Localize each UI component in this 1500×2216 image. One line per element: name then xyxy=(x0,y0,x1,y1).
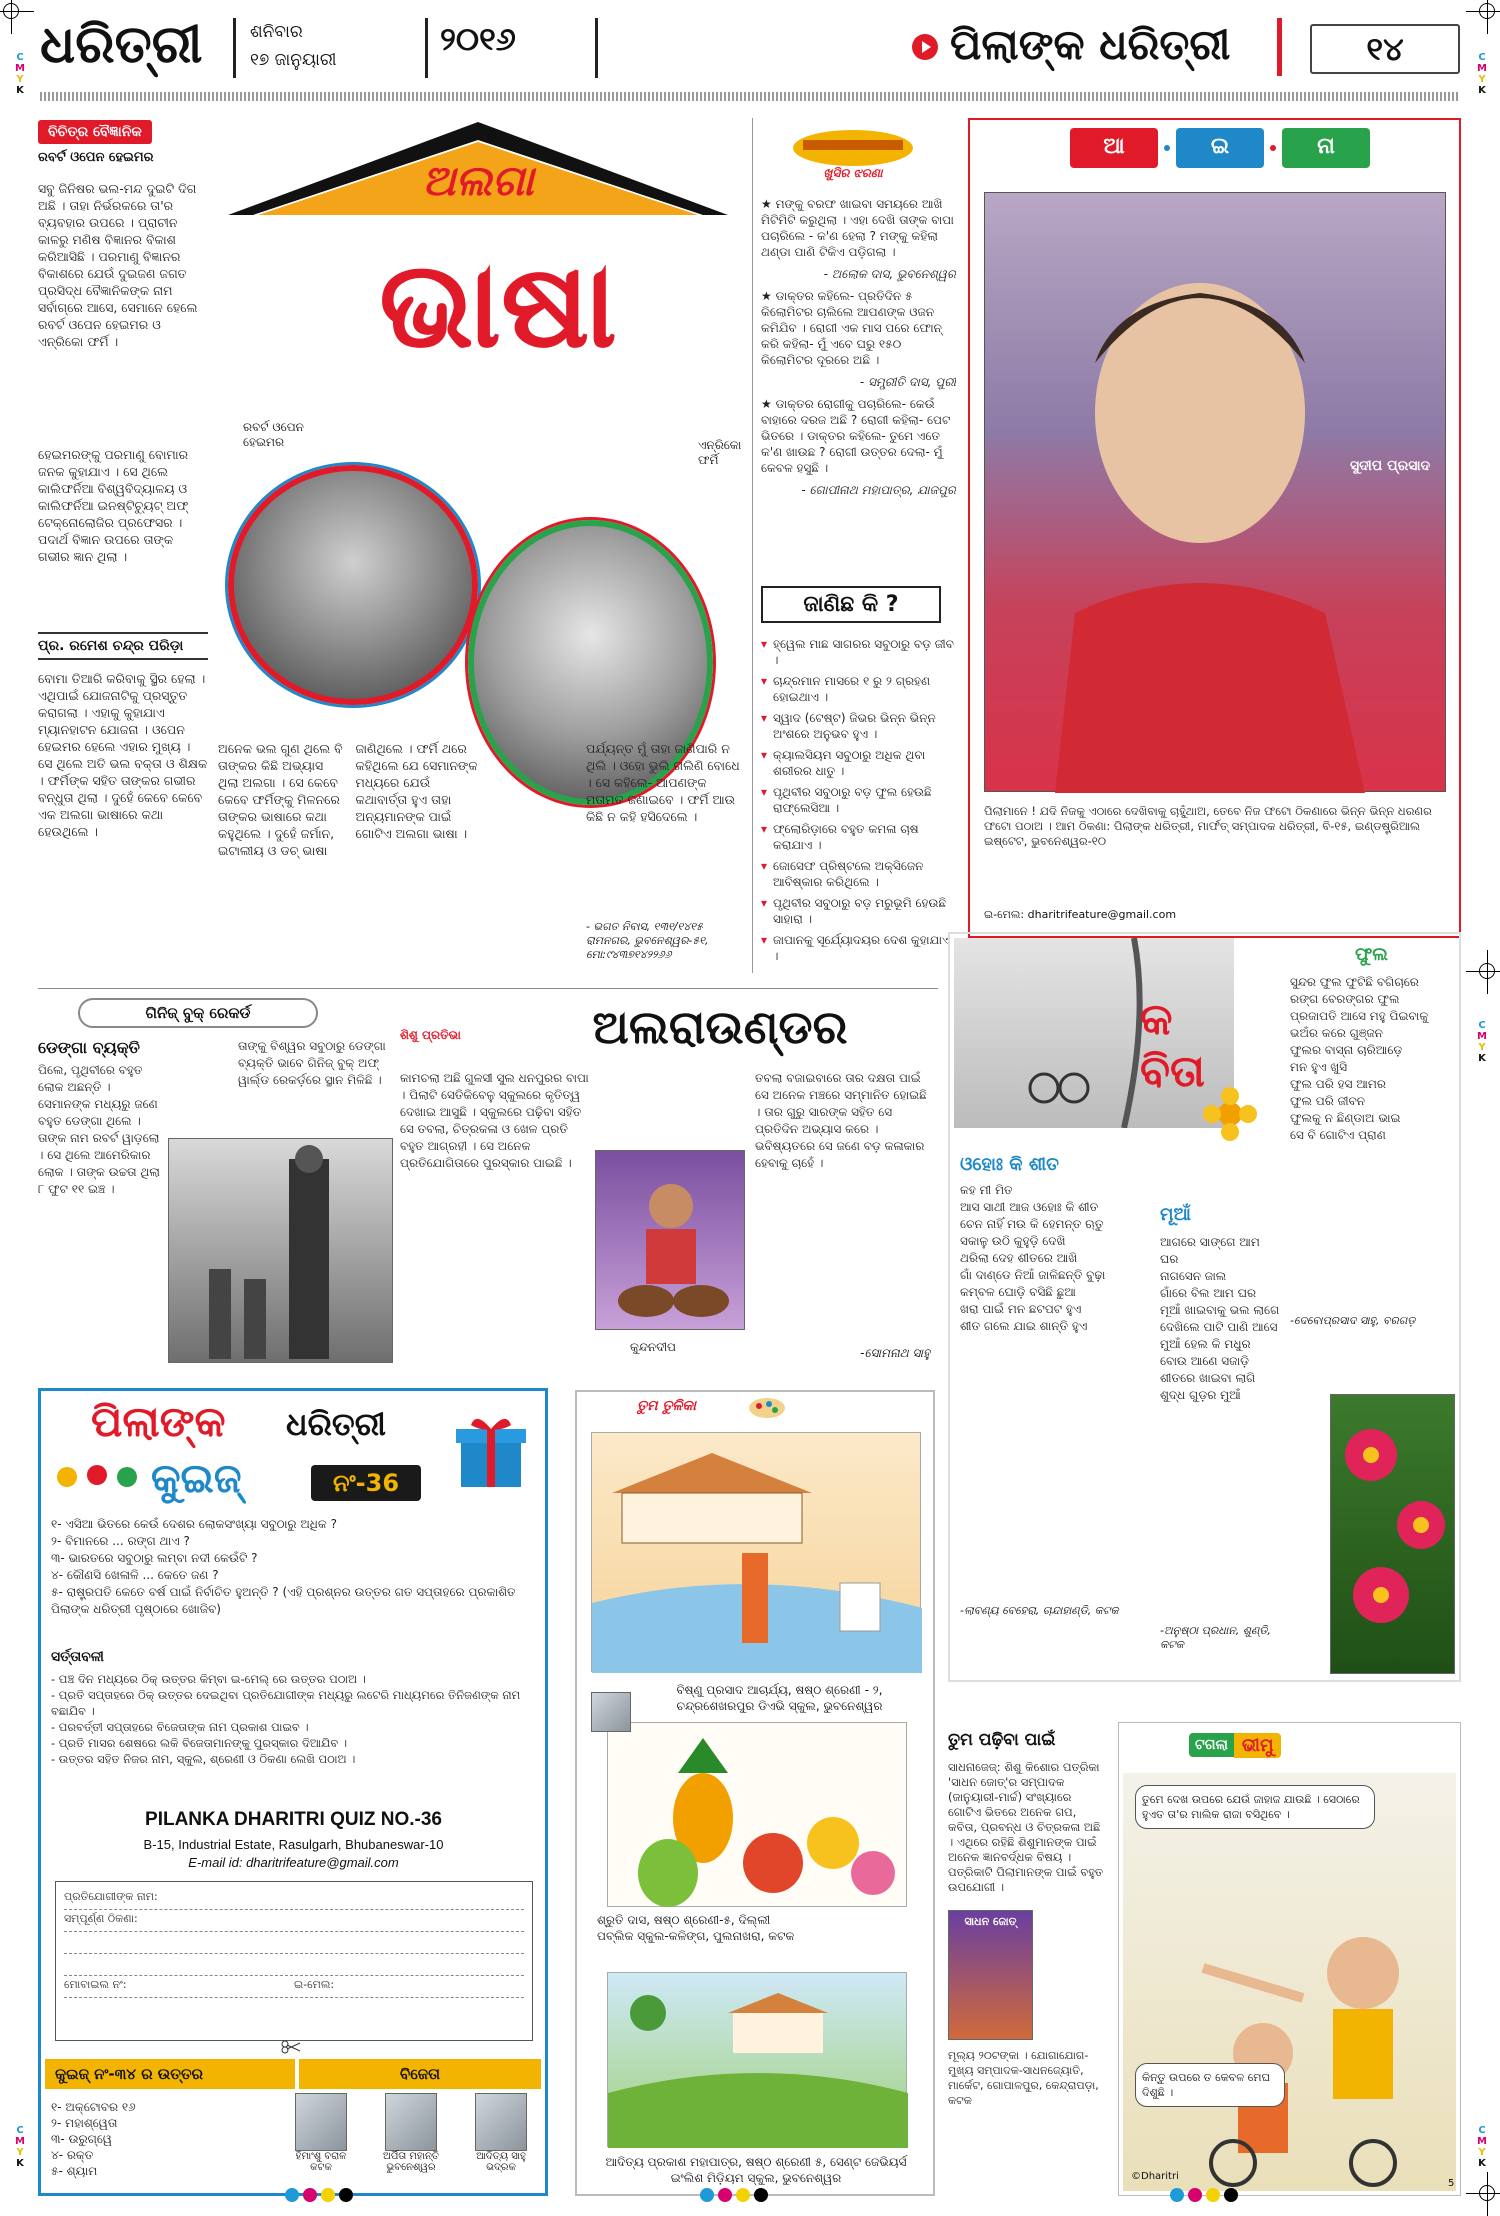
winner-card xyxy=(461,2093,541,2193)
bichitra-body-2: ହେଇମରଙ୍କୁ ପରମାଣୁ ବୋମାର ଜନକ କୁହାଯାଏ । ସେ ଥିଲେ କାଲିଫର୍ନିଆ ବିଶ୍ୱବିଦ୍ୟାଳୟ ଓ କାଲିଫର୍ନିଆ ଇନଷ୍ଟିଚ୍ୟୁଟ୍ ଅଫ୍ ଟେକ୍ନୋଲୋଜିର ପ୍ରଫେସର । ପଦାର୍ଥ ବିଜ୍ଞାନ ଉପରେ ତାଙ୍କ ଗଭୀର ଜ୍ଞାନ ଥିଲା । xyxy=(38,447,189,564)
quiz-rule: - ପ୍ରତି ସପ୍ତାହରେ ଠିକ୍ ଉତ୍ତର ଦେଇଥିବା ପ୍ରତିଯୋଗୀଙ୍କ ମଧ୍ୟରୁ ଲଟେରି ମାଧ୍ୟମରେ ତିନିଜଣଙ୍କ ନାମ ବଛାଯିବ । xyxy=(51,1688,521,1718)
bichitra-sign: - ଭଗତ ନିବାସ, ୧୩୧/୧୪୧୫ ରାମନଗର, ଭୁବନେଶ୍ୱର-୫୧, ମୋ:୯୪୩୭୧୪୨୨୬୬ xyxy=(586,920,709,961)
aina-caption: ପିଲାମାନେ ! ଯଦି ନିଜକୁ ଏଠାରେ ଦେଖିବାକୁ ଚାହୁଁଥାଅ, ତେବେ ନିଜ ଫଟୋ ଠିକଣାରେ ଭିନ୍ନ ଭିନ୍ନ ଧରଣର ଫଟୋ ପଠାଅ । ଆମ ଠିକଣା: ପିଲାଙ୍କ ଧରିତ୍ରୀ, ମାର୍ଫତ୍ ସମ୍ପାଦକ ଧରିତ୍ରୀ, ବି-୧୫, ଇଣ୍ଡଷ୍ଟ୍ରିଆଲ ଇଷ୍ଟେଟ, ଭୁବନେଶ୍ୱର-୧୦ xyxy=(984,804,1432,848)
winner-card xyxy=(371,2093,451,2193)
fact-item: ▾ ଚାନ୍ଦ୍ରମାନ ମାସରେ ୧ ରୁ ୨ ଗ୍ରହଣ ହୋଇଥାଏ । xyxy=(761,673,956,705)
padiba-title: ତୁମ ପଢ଼ିବା ପାଇଁ xyxy=(948,1730,1056,1750)
winner-place: ଭଦ୍ରକ xyxy=(486,2162,516,2173)
padiba-cover-label: ସାଧନ ଜୋତ୍ xyxy=(964,1915,1017,1928)
prev-answers-title: କୁଇଜ୍ ନଂ-୩୪ ର ଉତ୍ତର xyxy=(45,2059,295,2089)
bhima-title-name: ଭୀମୁ xyxy=(1234,1733,1282,1758)
masthead-divider xyxy=(233,18,236,78)
portrait-oppenheimer xyxy=(228,465,478,705)
winner-place: ଭୁବନେଶ୍ୱର xyxy=(386,2162,436,2173)
child-name: ସୁଦୀପ ପ୍ରସାଦ xyxy=(1350,458,1431,474)
winner-card xyxy=(281,2093,361,2193)
aina-dot xyxy=(1162,128,1172,168)
aina-dot xyxy=(1268,128,1278,168)
flower-photo xyxy=(1330,1394,1455,1674)
child-photo xyxy=(984,192,1446,792)
guinness-section xyxy=(38,998,388,1368)
gift-icon xyxy=(451,1411,531,1491)
prev-answer: ୫- ଶ୍ୟାମ xyxy=(51,2164,98,2178)
fact-item: ▾ ଫ୍ଲୋରିଡ଼ାରେ ବହୁତ କମଳା ଚାଷ କରାଯାଏ । xyxy=(761,821,956,853)
quiz-question: ୨- ବିମାନରେ ... ରଙ୍ଗ ଥାଏ ? xyxy=(51,1534,190,1548)
masthead-red-bar xyxy=(1277,18,1282,76)
quiz-form-name[interactable]: ପ୍ରତିଯୋଗୀଙ୍କ ନାମ: xyxy=(64,1888,524,1910)
headline-main: ଭାଷା xyxy=(379,234,617,375)
cmyk-marker: C M Y K xyxy=(15,52,25,96)
drawings-section xyxy=(575,1390,935,2196)
registration-mark-icon xyxy=(0,0,34,34)
cmyk-marker: C M Y K xyxy=(15,2125,25,2169)
bichitra-body-3: ବୋମା ତିଆରି କରିବାକୁ ସ୍ଥିର ହେଲା । ଏଥିପାଇଁ ଯୋଜନାଟିକୁ ପ୍ରସ୍ତୁତ କରାଗଲା । ଏହାକୁ କୁହାଯାଏ ମ୍ୟାନହାଟନ ଯୋଜନା । ଓପେନ ହେଇମର ହେଲେ ଏହାର ମୁଖ୍ୟ । ସେ ଥିଲେ ଅତି ଭଲ ବକ୍ତା ଓ ଶିକ୍ଷକ । ଫର୍ମିଙ୍କ ସହିତ ତାଙ୍କର ଗଭୀର ବନ୍ଧୁତା ଥିଲା । ଦୁହେଁ କେବେ କେବେ ଏକ ଅଲଗା ଭାଷାରେ କଥା ହେଉଥିଲେ । xyxy=(38,671,208,839)
bhima-section xyxy=(1118,1722,1461,2196)
quiz-rule: - ପଞ୍ଚ ଦିନ ମଧ୍ୟରେ ଠିକ୍ ଉତ୍ତର କିମ୍ବା ଇ-ମେଲ୍ ରେ ଉତ୍ତର ପଠାଅ । xyxy=(51,1672,366,1686)
guinness-body-b: ତାଙ୍କୁ ବିଶ୍ୱର ସବୁଠାରୁ ଡେଙ୍ଗା ବ୍ୟକ୍ତି ଭାବେ ଗିନିଜ୍ ବୁକ୍ ଅଫ୍ ୱାର୍ଲ୍ଡ ରେକର୍ଡ଼ରେ ସ୍ଥାନ ମିଳିଛି । xyxy=(238,1039,386,1087)
drawing-caption-1: ବିଷ୍ଣୁ ପ୍ରସାଦ ଆଚାର୍ଯ୍ୟ, ଷଷ୍ଠ ଶ୍ରେଣୀ - ୨, ଚନ୍ଦ୍ରଶେଖରପୁର ଡିଏଭି ସ୍କୁଲ, ଭୁବନେଶ୍ୱର xyxy=(676,1683,883,1713)
shishu-section xyxy=(400,1000,930,1370)
padiba-footer: ମୂଲ୍ୟ ୨୦ଟଙ୍କା । ଯୋଗାଯୋଗ- ମୁଖ୍ୟ ସମ୍ପାଦକ-ସାଧନଜ୍ୟୋତି, ମାର୍କେଟ, ଗୋପାଳପୁର, କେନ୍ଦ୍ରାପଡ଼ା, କଟକ xyxy=(948,2049,1099,2107)
cmyk-marker: C M Y K xyxy=(1477,52,1487,96)
speech-bubble-2: କିନ୍ତୁ ଉପରେ ତ କେବଳ ମେଘ ଦିଶୁଛି । xyxy=(1135,2063,1285,2107)
drawing-1 xyxy=(591,1432,921,1672)
khushi-graphic xyxy=(783,118,923,188)
quiz-title-line1: ପିଲାଙ୍କ xyxy=(91,1397,226,1446)
kabita-section xyxy=(948,932,1461,1682)
quiz-form-mobile-label[interactable]: ମୋବାଇଲ ନଂ: xyxy=(64,1978,127,1991)
quiz-question: ୩- ଭାରତରେ ସବୁଠାରୁ ଲମ୍ବା ନଦୀ କେଉଁଟି ? xyxy=(51,1551,258,1565)
poem1-sign: -ଲାବଣ୍ୟ ବେହେରା, ଚାନ୍ଦାହାଣ୍ଡି, କଟକ xyxy=(960,1604,1119,1617)
prev-answer: ୧- ଅକ୍ଟୋବର ୧୬ xyxy=(51,2100,136,2114)
quiz-address-title: PILANKA DHARITRI QUIZ NO.-36 xyxy=(145,1809,442,1830)
poem3-body: ସୁନ୍ଦର ଫୁଲ ଫୁଟିଛି ବଗିଚାରେ ରଙ୍ଗ ବେରଙ୍ଗର ଫୁଲ ପ୍ରଜାପତି ଆସେ ମହୁ ପିଇବାକୁ ଭଅଁର କରେ ଗୁଞ୍ଜନ ଫୁଲର ବାସ୍ନା ଚାରିଆଡ଼େ ମନ ହୁଏ ଖୁସି ଫୁଲ ପରି ହସ ଆମର ଫୁଲ ପରି ଜୀବନ ଫୁଲକୁ ନ ଛିଣ୍ଡାଅ ଭାଇ ସେ ବି ଗୋଟିଏ ପ୍ରାଣ xyxy=(1290,975,1429,1142)
kids-illustration xyxy=(49,1459,149,1503)
bichitra-author: ପ୍ର. ରମେଶ ଚନ୍ଦ୍ର ପରିଡ଼ା xyxy=(38,632,208,660)
joke-credit: - ସମ୍ପ୍ରୀତି ଦାସ, ପୁରୀ xyxy=(859,375,956,389)
quiz-entry-form xyxy=(55,1881,533,2041)
headline-graphic xyxy=(218,120,738,450)
poem2-sign: -ଅନୁଷ୍ଠା ପ୍ରଧାନ, ଶୁଣ୍ଡି, କଟକ xyxy=(1160,1624,1271,1651)
section-divider xyxy=(38,988,938,989)
drawing-3 xyxy=(607,1972,907,2147)
guinness-photo xyxy=(168,1138,393,1363)
registration-mark-icon xyxy=(1466,950,1500,994)
aina-email: ଇ-ମେଲ: dharitrifeature@gmail.com xyxy=(984,908,1177,921)
drawings-title: ତୁମ ତୁଳିକା xyxy=(637,1398,696,1414)
quiz-form-email-label[interactable]: ଇ-ମେଲ: xyxy=(294,1978,335,1991)
cmyk-marker: C M Y K xyxy=(1477,1020,1487,1064)
aina-char: ନା xyxy=(1282,128,1370,168)
headline-top: ଅଲଗା xyxy=(422,156,534,205)
prev-answer: ୩- ଉରୁଗ୍ୱେ xyxy=(51,2132,112,2146)
poem1-body: କହ ମୀ ମିତ ଆସ ସାଥୀ ଆଜ ଓହୋଃ କି ଶୀତ ଚେନ ନାହିଁ ମଉ କି ହେମନ୍ତ ଋତୁ ସକାଳୁ ଉଠି କୁହୁଡ଼ି ଦେଖି ଥରିଲା ଦେହ ଶୀତରେ ଆଖି ଗାଁ ଦାଣ୍ଡେ ନିଆଁ ଜାଳିଛନ୍ତି ବୁଢ଼ା କମ୍ବଳ ଘୋଡ଼ି ବସିଛି ଛୁଆ ଖରା ପାଇଁ ମନ ଛଟପଟ ହୁଏ ଶୀତ ଗଲେ ଯାଇ ଶାନ୍ତି ହୁଏ xyxy=(960,1183,1106,1333)
drawing-caption-2: ଶ୍ରୁତି ଦାସ, ଷଷ୍ଠ ଶ୍ରେଣୀ-୫, ଦିଲ୍ଲୀ ପବ୍ଲିକ ସ୍କୁଲ-କଳିଙ୍ଗ, ପୁଲନାଖରା, କଟକ xyxy=(597,1913,795,1943)
quiz-form-address-cont[interactable] xyxy=(64,1932,524,1954)
caption-left: ରବର୍ଟ ଓପେନ ହେଇମର xyxy=(243,420,304,449)
speech-bubble-1: ତୁମେ ଦେଖ ଉପରେ ଯେଉଁ ଜାହାଜ ଯାଉଛି । ସେଠାରେ ହୁଏତ ତା'ର ମାଲିକ ରାଜା ବସିଥିବେ । xyxy=(1135,1785,1375,1829)
bhima-title-prefix: ଟଗଲା xyxy=(1189,1733,1234,1757)
padiba-section xyxy=(948,1730,1108,2196)
quiz-brand: ଧରିତ୍ରୀ xyxy=(286,1405,386,1443)
winner-place: କଟକ xyxy=(310,2162,332,2173)
section-pill: ବିଚିତ୍ର ବୈଜ୍ଞାନିକ xyxy=(38,120,152,144)
color-bar xyxy=(700,2188,768,2202)
shishu-badge: ଶିଶୁ ପ୍ରତିଭା xyxy=(400,1028,461,1042)
masthead xyxy=(40,10,1460,88)
poem2-body: ଆଗରେ ସାଙ୍ଗେ ଆମ ଘର ନାଗସେନ ଜାଲ ଗାଁରେ ବିଲ ଆମ ଘର ମୂଆଁ ଖାଇବାକୁ ଭଲ ଲାଗେ ଦେଖିଲେ ପାଟି ପାଣି ଆସେ ମୁଆଁ ହେଲ କି ମଧୁର ବୋଉ ଆଣେ ସଜାଡ଼ି ଶୀତରେ ଖାଇବା ଲାଗି ଶୁଦ୍ଧ ଗୁଡ଼ର ମୁଆଁ xyxy=(1160,1235,1280,1402)
bichitra-label xyxy=(38,120,198,144)
cartoon-credit: ©Dharitri xyxy=(1131,2171,1179,2182)
joke-item: ★ ଡାକ୍ତର କହିଲେ- ପ୍ରତିଦିନ ୫ କିଲୋମିଟର ଚାଲିଲେ ଆପଣଙ୍କ ଓଜନ କମିଯିବ । ରୋଗୀ ଏକ ମାସ ପରେ ଫୋନ୍ କରି କହିଲା- ମୁଁ ଏବେ ଘରୁ ୧୫୦ କିଲୋମିଟର ଦୂରରେ ଅଛି । xyxy=(761,289,942,367)
cmyk-marker: C M Y K xyxy=(1477,2125,1487,2169)
color-bar xyxy=(285,2188,353,2202)
footer-page-mark: 5 xyxy=(1448,2178,1455,2189)
shishu-title: ଅଲରାଉଣ୍ଡର xyxy=(592,1000,848,1054)
supplement-title: ପିଲାଙ୍କ ଧରିତ୍ରୀ xyxy=(950,20,1231,69)
khushi-heading: ଖୁସିର ଝରଣା xyxy=(823,166,883,180)
palette-icon xyxy=(747,1396,787,1420)
poem1-title: ଓହୋଃ କି ଶୀତ xyxy=(960,1154,1060,1175)
winner-name: ଅର୍ପିତା ମହାନ୍ତି xyxy=(382,2151,440,2162)
aina-char: ଇ xyxy=(1176,128,1264,168)
shishu-sign: -ସୋମନାଥ ସାହୁ xyxy=(860,1346,930,1360)
quiz-question: ୧- ଏସିଆ ଭିତରେ କେଉଁ ଦେଶର ଲୋକସଂଖ୍ୟା ସବୁଠାରୁ ଅଧିକ ? xyxy=(51,1517,337,1531)
quiz-rules-title: ସର୍ତ୍ତାବଳୀ xyxy=(51,1649,104,1665)
page-number: ୧୪ xyxy=(1366,30,1404,68)
prev-answers-list xyxy=(51,2099,251,2189)
quiz-questions xyxy=(51,1516,536,1636)
shishu-body-2: ତବଲା ବଜାଇବାରେ ତାର ଦକ୍ଷତା ପାଇଁ ସେ ଅନେକ ମଞ୍ଚରେ ସମ୍ମାନିତ ହୋଇଛି । ତାର ଗୁରୁ ସାରଙ୍କ ସହିତ ସେ ପ୍ରତିଦିନ ଅଭ୍ୟାସ କରେ । ଭବିଷ୍ୟତରେ ସେ ଜଣେ ବଡ଼ କଳାକାର ହେବାକୁ ଚାହେଁ । xyxy=(755,1071,927,1170)
winner-photo xyxy=(475,2093,527,2151)
bichitra-body-4: ଅନେକ ଭଲ ଗୁଣ ଥିଲେ ବି ତାଙ୍କର କିଛି ଅଭ୍ୟାସ ଥିଲା ଅଲଗା । ସେ କେବେ କେବେ ଫର୍ମିଙ୍କୁ ମିଳନରେ ତାଙ୍କର ଭାଷାରେ କଥା କହୁଥିଲେ । ଦୁହେଁ ଜର୍ମାନ, ଇଟାଲୀୟ ଓ ଡଚ୍ ଭାଷା ଜାଣିଥିଲେ । ଫର୍ମି ଥରେ କହିଥିଲେ ଯେ ସେମାନଙ୍କ ମଧ୍ୟରେ ଯେଉଁ କଥାବାର୍ତ୍ତା ହୁଏ ତାହା ଅନ୍ୟମାନଙ୍କ ପାଇଁ ଗୋଟିଏ ଅଲଗା ଭାଷା । xyxy=(218,741,478,858)
quiz-header xyxy=(41,1391,545,1511)
winner-name: ଆଦିତ୍ୟ ସାହୁ xyxy=(476,2151,526,2162)
winner-photo xyxy=(295,2093,347,2151)
prev-answer: ୪- ରକ୍ତ xyxy=(51,2148,94,2162)
quiz-address-line1: B-15, Industrial Estate, Rasulgarh, Bhubaneswar-10 xyxy=(143,1837,444,1852)
fact-item: ▾ ପୃଥିବୀର ସବୁଠାରୁ ବଡ଼ ଫୁଲ ହେଉଛି ରାଫ୍ଲେସିଆ । xyxy=(761,784,956,816)
bichitra-section xyxy=(38,120,763,970)
padiba-cover xyxy=(948,1910,1033,2040)
quiz-question: ୫- ରାଷ୍ଟ୍ରପତି କେତେ ବର୍ଷ ପାଇଁ ନିର୍ବାଚିତ ହୁଅନ୍ତି ? (ଏହି ପ୍ରଶ୍ନର ଉତ୍ତର ଗତ ସପ୍ତାହରେ ପ୍ରକାଶିତ ପିଲାଙ୍କ ଧରିତ୍ରୀ ପୃଷ୍ଠାରେ ଖୋଜିବ) xyxy=(51,1585,516,1616)
caption-right: ଏନ୍ରିକୋ ଫର୍ମି xyxy=(698,438,742,467)
guinness-label: ଗିନିଜ୍ ବୁକ୍ ରେକର୍ଡ xyxy=(78,998,318,1028)
joke-list xyxy=(761,196,956,616)
fact-item: ▾ ସ୍ୱାଦ (ଟେଷ୍ଟ) ଜିଭର ଭିନ୍ନ ଭିନ୍ନ ଅଂଶରେ ଅନୁଭବ ହୁଏ । xyxy=(761,710,956,742)
masthead-day: ଶନିବାର xyxy=(250,22,303,42)
page-number-tab xyxy=(1310,24,1460,74)
quiz-title-line2: କୁଇଜ୍ xyxy=(151,1455,242,1502)
drawing-caption-3: ଆଦିତ୍ୟ ପ୍ରକାଶ ମହାପାତ୍ର, ଷଷ୍ଠ ଶ୍ରେଣୀ ୫, ସେଣ୍ଟ ଜେଭିୟର୍ସ ଇଂଲିଶ ମିଡ଼ିୟମ ସ୍କୁଲ, ଭୁବନେଶ୍ୱର xyxy=(605,2155,907,2185)
quiz-address-line2: E-mail id: dharitrifeature@gmail.com xyxy=(188,1855,399,1870)
winner-photo xyxy=(385,2093,437,2151)
quiz-form-address[interactable]: ସମ୍ପୂର୍ଣ୍ଣ ଠିକଣା: xyxy=(64,1910,524,1932)
flower-icon xyxy=(1200,1084,1260,1144)
poem3-title: ଫୁଲ xyxy=(1355,944,1388,965)
masthead-divider-3 xyxy=(595,18,598,78)
quiz-rules xyxy=(51,1671,536,1801)
aina-title xyxy=(1070,128,1370,168)
poem3-sign: -ଦେବୋପ୍ରସାଦ ସାହୁ, ବରଗଡ଼ xyxy=(1290,1314,1416,1327)
quiz-section xyxy=(38,1388,548,2196)
padiba-body: ସାଧନାଜେଜ୍: ଶିଶୁ କିଶୋର ପତ୍ରିକା 'ସାଧନ ଜୋତ୍'ର ସମ୍ପାଦକ (ଜାନୁୟାରୀ-ମାର୍ଚ୍ଚ) ସଂଖ୍ୟାରେ ଗୋଟିଏ ଭିତରେ ଅନେକ ଗପ, କବିତା, ପ୍ରବନ୍ଧ ଓ ଚିତ୍ରକଳା ଅଛି । ଏଥିରେ ରହିଛି ଶିଶୁମାନଙ୍କ ପାଇଁ ଅନେକ ଜ୍ଞାନବର୍ଦ୍ଧକ ବିଷୟ । ପତ୍ରିକାଟି ପିଲାମାନଙ୍କ ପାଇଁ ବହୁତ ଉପଯୋଗୀ । xyxy=(948,1760,1104,1894)
bichitra-body-5: ପର୍ଯ୍ୟନ୍ତ ମୁଁ ତାହା ଜାଣିପାରି ନ ଥିଲି । ଓହୋ ଭୁଲି ଗଲିଣି ବୋଧେ । ସେ କହିଲେ- ଆପଣଙ୍କ ମତାମତ ଜଣାଇବେ । ଫର୍ମି ଆଉ କିଛି ନ କହି ହସିଦେଲେ । xyxy=(586,741,740,824)
registration-mark-icon xyxy=(1466,0,1500,34)
quiz-number: ନଂ-36 xyxy=(311,1465,421,1501)
prev-answer: ୨- ମହାଶ୍ୱେତା xyxy=(51,2116,118,2130)
fact-item: ▾ ଜାପାନକୁ ସୂର୍ଯ୍ୟୋଦୟର ଦେଶ କୁହାଯାଏ । xyxy=(761,932,956,964)
quiz-rule: - ପରବର୍ତ୍ତୀ ସପ୍ତାହରେ ବିଜେତାଙ୍କ ନାମ ପ୍ରକାଶ ପାଇବ । xyxy=(51,1720,309,1734)
scissors-icon xyxy=(281,2039,301,2053)
shishu-body-1: କାମଚଲା ଅଛି ଗୁଳସୀ ସୁଲ ଧନପୁରର ବାପା । ପିଲାଟି ସେତିକିବେଳୁ ସ୍କୁଲରେ କୃତିତ୍ୱ ଦେଖାଇ ଆସୁଛି । ସ୍କୁଲରେ ପଢ଼ିବା ସହିତ ସେ ତବଲା, ଚିତ୍ରକଳା ଓ ଖେଳ ପ୍ରତି ବହୁତ ଆଗ୍ରହୀ । ସେ ଅନେକ ପ୍ରତିଯୋଗିତାରେ ପୁରସ୍କାର ପାଇଛି । xyxy=(400,1071,589,1170)
guinness-title: ଡେଙ୍ଗା ବ୍ୟକ୍ତି xyxy=(38,1038,140,1057)
bhima-title xyxy=(1189,1729,1389,1761)
joke-item: ★ ମଙ୍କୁ ବରଫ ଖାଇବା ସମୟରେ ଆଖି ମିଟିମିଟି କରୁଥିଲା । ଏହା ଦେଖି ତାଙ୍କ ବାପା ପଚାରିଲେ - କ'ଣ ହେଲା ? ମଙ୍କୁ କହିଲା ଥଣ୍ଡା ପାଣି ଟିକିଏ ପଡ଼ିଗଲା । xyxy=(761,197,954,259)
bichitra-body-1: ସବୁ ଜିନିଷର ଭଲ-ମନ୍ଦ ଦୁଇଟି ଦିଗ ଅଛି । ତାହା ନିର୍ଭରକରେ ତା'ର ବ୍ୟବହାର ଉପରେ । ପ୍ରାଚୀନ କାଳରୁ ମଣିଷ ବିଜ୍ଞାନର ବିକାଶ କରିଆସିଛି । ପରମାଣୁ ବିଜ୍ଞାନର ବିକାଶରେ ଯେଉଁ ଦୁଇଜଣ ଜଗତ ପ୍ରସିଦ୍ଧ ବୈଜ୍ଞାନିକଙ୍କ ନାମ ସର୍ବାଗ୍ରେ ଆସେ, ସେମାନେ ହେଲେ ରବର୍ଟ ଓପେନ ହେଇମର ଓ ଏନ୍ରିକୋ ଫର୍ମି । xyxy=(38,181,198,349)
facts-list xyxy=(761,636,956,966)
masthead-divider-2 xyxy=(425,18,428,78)
quiz-rule: - ପ୍ରତି ମାସର ଶେଷରେ ଲକି ବିଜେତାମାନଙ୍କୁ ପୁରସ୍କାର ଦିଆଯିବ । xyxy=(51,1736,348,1750)
guinness-body-a: ପିଲେ, ପୃଥିବୀରେ ବହୁତ ଲୋକ ଅଛନ୍ତି । ସେମାନଙ୍କ ମଧ୍ୟରୁ ଜଣେ ବହୁତ ଡେଙ୍ଗା ଥିଲେ । ତାଙ୍କ ନାମ ରବର୍ଟ ୱାଡ଼ଲୋ । ସେ ଥିଲେ ଆମେରିକାର ଲୋକ । ତାଙ୍କ ଉଚ୍ଚତା ଥିଲା ୮ ଫୁଟ ୧୧ ଇଞ୍ଚ । xyxy=(38,1063,160,1196)
joke-item: ★ ଡାକ୍ତର ରୋଗୀକୁ ପଚାରିଲେ- କେଉଁ ବାହାରେ ଦରଜ ଅଛି ? ରୋଗୀ କହିଲା- ପେଟ ଭିତରେ । ଡାକ୍ତର କହିଲେ- ତୁମେ ଏତେ କ'ଣ ଖାଉଛ ? ରୋଗୀ ଉତ୍ତର ଦେଲା- ମୁଁ କେବଳ ହସୁଛି । xyxy=(761,397,951,475)
quiz-form-address-cont[interactable] xyxy=(64,1954,524,1976)
joke-credit: - ଗୋପୀନାଥ ମହାପାତ୍ର, ଯାଜପୁର xyxy=(801,483,956,497)
fact-item: ▾ ପୃଥିବୀର ସବୁଠାରୁ ବଡ଼ ମରୁଭୂମି ହେଉଛି ସାହାରା । xyxy=(761,895,956,927)
drawing-2-artist-photo xyxy=(591,1692,631,1732)
fact-item: ▾ ଜୋସେଫ ପ୍ରିଷ୍ଟଲେ ଅକ୍ସିଜେନ ଆବିଷ୍କାର କରିଥିଲେ । xyxy=(761,858,956,890)
fact-item: ▾ ହ୍ୱେଲ ମାଛ ସାଗରର ସବୁଠାରୁ ବଡ଼ ଜୀବ । xyxy=(761,636,956,668)
khushi-section xyxy=(752,118,957,973)
play-icon xyxy=(912,34,938,60)
kabita-title: କବିତା xyxy=(1140,994,1205,1097)
bichitra-subject: ରବର୍ଟ ଓପେନ ହେଇମର xyxy=(38,150,154,165)
quiz-rule: - ଉତ୍ତର ସହିତ ନିଜର ନାମ, ସ୍କୁଲ, ଶ୍ରେଣୀ ଓ ଠିକଣା ଲେଖି ପଠାଅ । xyxy=(51,1752,356,1766)
quiz-form-mobile xyxy=(64,1976,524,1998)
registration-mark-icon xyxy=(1466,2172,1500,2216)
masthead-logo: ଧରିତ୍ରୀ xyxy=(40,14,203,75)
winners-title: ବିଜେତା xyxy=(299,2059,541,2089)
cartoon-panel xyxy=(1123,1773,1456,2191)
masthead-date: ୧୭ ଜାନୁୟାରୀ xyxy=(250,50,337,70)
poem2-title: ମୂଆଁ xyxy=(1160,1204,1191,1225)
color-bar xyxy=(1170,2188,1238,2202)
aina-char: ଆ xyxy=(1070,128,1158,168)
masthead-rule xyxy=(40,92,1460,101)
fact-item: ▾ କ୍ୟାଲସିୟମ ସବୁଠାରୁ ଅଧିକ ଥିବା ଶରୀରର ଧାତୁ । xyxy=(761,747,956,779)
masthead-year: ୨୦୧୬ xyxy=(440,20,516,58)
shishu-photo xyxy=(595,1150,745,1330)
janichha-title: ଜାଣିଛ କି ? xyxy=(761,586,941,623)
quiz-question: ୪- କୌଣସି ଖେଳାଳି ... କେତେ ଜଣ ? xyxy=(51,1568,219,1582)
winner-name: ହିମାଂଶୁ ବରାଳ xyxy=(295,2151,347,2162)
joke-credit: - ଅଲୋକ ଦାସ, ଭୁବନେଶ୍ୱର xyxy=(823,267,956,281)
aina-section xyxy=(968,118,1461,938)
shishu-name: କୁନ୍ଦନଦୀପ xyxy=(630,1340,677,1354)
drawing-2 xyxy=(607,1722,907,1907)
